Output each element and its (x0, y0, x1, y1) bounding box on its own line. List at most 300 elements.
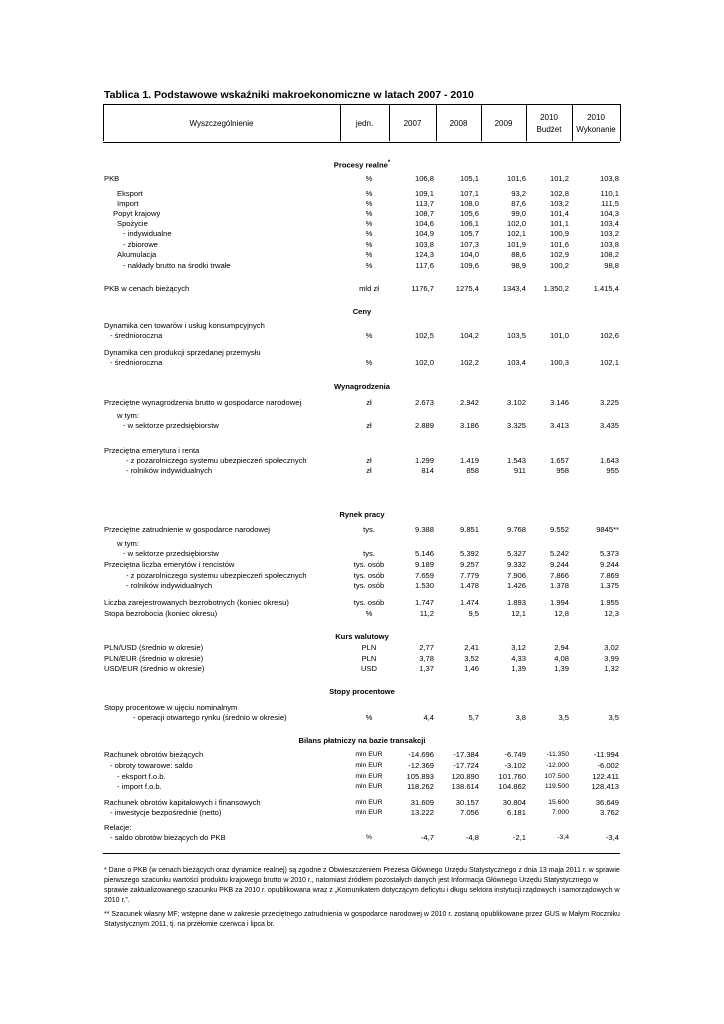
row-label: Akumulacja (117, 250, 157, 259)
row-label: Stopy procentowe w ujęciu nominalnym (104, 703, 238, 712)
row-value: 106,8 (414, 174, 434, 183)
row-value: 117,6 (415, 261, 434, 270)
row-value: 102,9 (549, 250, 569, 259)
table-row (0, 750, 724, 760)
row-value: 110,1 (600, 189, 619, 198)
table-row (0, 539, 724, 549)
row-value: 105,6 (459, 209, 479, 218)
row-unit: % (365, 229, 373, 238)
row-label: - import f.o.b. (117, 782, 162, 791)
section-heading (0, 632, 724, 642)
row-value: 1.419 (459, 456, 479, 465)
row-value: 1343,4 (502, 284, 526, 293)
table-row (0, 549, 724, 559)
table-row (0, 782, 724, 792)
row-value: 101,1 (549, 219, 569, 228)
row-value: 105,7 (459, 229, 479, 238)
row-value: -17.724 (453, 761, 479, 770)
row-unit: % (365, 240, 373, 249)
row-unit: mln EUR (355, 783, 383, 790)
row-value: 103,2 (599, 229, 619, 238)
row-unit: mln EUR (355, 751, 383, 758)
section-title: Procesy realne (333, 160, 388, 170)
row-label: Przeciętne wynagrodzenia brutto w gospodarce narodowej (104, 398, 302, 407)
row-value: 30.157 (455, 798, 479, 807)
row-label: PKB w cenach bieżących (104, 284, 190, 293)
row-label: - zbiorowe (123, 240, 159, 249)
row-label: w tym: (117, 411, 139, 420)
row-label: - saldo obrotów bieżących do PKB (110, 833, 226, 842)
row-value: 103,5 (506, 331, 526, 340)
row-value: -14.696 (408, 750, 434, 759)
table-row (0, 808, 724, 818)
row-value: 124,3 (414, 250, 434, 259)
row-value: 107,1 (459, 189, 479, 198)
row-unit: tys. osób (353, 560, 385, 569)
table-row (0, 598, 724, 608)
section-title: Stopy procentowe (329, 687, 395, 696)
row-value: 9.851 (459, 525, 479, 534)
row-unit: % (365, 609, 373, 618)
row-value: 36.649 (595, 798, 619, 807)
row-value: 103,2 (549, 199, 569, 208)
row-unit: zł (366, 421, 372, 430)
row-value: 1.474 (459, 598, 479, 607)
row-unit: tys. (363, 525, 375, 534)
row-label: - średnioroczna (110, 358, 163, 367)
row-label: Popyt krajowy (113, 209, 161, 218)
header-2007: 2007 (403, 119, 422, 128)
row-value: -4,8 (465, 833, 479, 842)
row-value: 5.373 (599, 549, 619, 558)
row-value: 4,08 (554, 654, 569, 663)
row-value: 1,37 (419, 664, 434, 673)
row-value: 3.413 (549, 421, 569, 430)
section-title: Rynek pracy (339, 510, 385, 519)
row-value: 88,6 (511, 250, 526, 259)
table-row (0, 348, 724, 358)
row-value: 12,8 (554, 609, 569, 618)
row-value: 1.543 (506, 456, 526, 465)
row-value: 2,94 (554, 643, 569, 652)
section-heading (0, 687, 724, 697)
row-label: Przeciętna liczba emerytów i rencistów (104, 560, 235, 569)
table-row (0, 560, 724, 570)
row-label: - nakłady brutto na środki trwałe (123, 261, 231, 270)
row-label: Przeciętne zatrudnienie w gospodarce narodowej (104, 525, 270, 534)
row-value: 101,4 (549, 209, 569, 218)
row-value: 1.994 (549, 598, 569, 607)
row-unit: tys. osób (353, 581, 385, 590)
row-value: 104,6 (414, 219, 434, 228)
row-value: 102,2 (459, 358, 479, 367)
row-value: 3.435 (599, 421, 619, 430)
table-row (0, 833, 724, 843)
row-value: 100,2 (549, 261, 569, 270)
row-value: 1176,7 (411, 284, 434, 293)
row-unit: % (365, 209, 373, 218)
row-value: -6.749 (504, 750, 526, 759)
row-value: 104.862 (498, 782, 526, 791)
table-row (0, 823, 724, 833)
row-value: 1.747 (414, 598, 434, 607)
row-value: 103,4 (599, 219, 619, 228)
table-row (0, 643, 724, 653)
row-unit: zł (366, 456, 372, 465)
row-unit: % (365, 261, 373, 270)
header-2010-execution: Wykonanie (576, 125, 616, 134)
table-row (0, 581, 724, 591)
row-label: - z pozarolniczego systemu ubezpieczeń społecznych (126, 456, 307, 465)
row-value: 12,3 (604, 609, 619, 618)
row-value: 101,2 (549, 174, 569, 183)
header-divider (620, 104, 621, 141)
row-value: 1,32 (604, 664, 619, 673)
section-title: Bilans płatniczy na bazie transakcji (298, 736, 426, 745)
row-label: USD/EUR (średnio w okresie) (104, 664, 205, 673)
row-value: 103,8 (599, 174, 619, 183)
row-label: Eksport (117, 189, 143, 198)
header-2010-budget: Budżet (536, 125, 562, 134)
row-value: 15.600 (548, 799, 569, 806)
table-row (0, 331, 724, 341)
row-value: 11,2 (419, 609, 434, 618)
row-value: 1.530 (414, 581, 434, 590)
section-heading (0, 382, 724, 392)
row-value: 30.804 (502, 798, 526, 807)
row-value: -12.369 (408, 761, 434, 770)
row-label: - eksport f.o.b. (117, 772, 166, 781)
row-value: 113,7 (415, 199, 434, 208)
row-value: -11.994 (593, 750, 619, 759)
table-row (0, 609, 724, 619)
row-value: 9.332 (506, 560, 526, 569)
row-unit: PLN (361, 643, 377, 652)
row-value: 1,39 (554, 664, 569, 673)
row-label: Rachunek obrotów bieżących (104, 750, 204, 759)
table-row (0, 466, 724, 476)
row-value: 9.768 (506, 525, 526, 534)
header-unit: jedn. (355, 119, 374, 128)
row-value: 106,1 (459, 219, 479, 228)
table-row (0, 321, 724, 331)
footnote-marker: * (387, 160, 391, 166)
row-value: 9.388 (414, 525, 434, 534)
row-value: 108,2 (599, 250, 619, 259)
table-row (0, 664, 724, 674)
table-row (0, 261, 724, 271)
row-value: 3,78 (419, 654, 434, 663)
row-value: 3.762 (599, 808, 619, 817)
row-value: 1.350,2 (543, 284, 569, 293)
row-unit: % (365, 358, 373, 367)
row-value: 3,5 (608, 713, 619, 722)
row-value: 12,1 (511, 609, 526, 618)
row-value: 138.614 (451, 782, 479, 791)
section-title: Wynagrodzenia (334, 382, 390, 391)
row-value: 9.189 (414, 560, 434, 569)
row-value: 100,3 (549, 358, 569, 367)
row-value: 7.056 (459, 808, 479, 817)
row-value: -3,4 (557, 834, 569, 841)
row-label: Import (117, 199, 139, 208)
row-unit: tys. (363, 549, 375, 558)
table-row (0, 219, 724, 229)
row-value: 9.244 (599, 560, 619, 569)
table-row (0, 446, 724, 456)
row-label: Relacje: (104, 823, 132, 832)
row-unit: % (365, 250, 373, 259)
row-value: 2,41 (464, 643, 479, 652)
row-value: -3.102 (504, 761, 526, 770)
row-value: 101,9 (506, 240, 526, 249)
row-label: - indywidualne (123, 229, 172, 238)
row-label: - rolników indywidualnych (126, 581, 213, 590)
row-value: 1,39 (511, 664, 526, 673)
row-value: 128.413 (591, 782, 619, 791)
row-label: PLN/EUR (średnio w okresie) (104, 654, 204, 663)
row-value: 102,6 (599, 331, 619, 340)
table-row (0, 250, 724, 260)
row-value: 2,77 (419, 643, 434, 652)
row-label: - średnioroczna (110, 331, 163, 340)
row-value: 3,8 (515, 713, 526, 722)
row-value: 955 (606, 466, 619, 475)
table-row (0, 411, 724, 421)
row-value: 108,0 (459, 199, 479, 208)
row-unit: mld zł (359, 284, 379, 293)
row-value: 3.225 (599, 398, 619, 407)
row-label: w tym: (117, 539, 139, 548)
row-value: 1.415,4 (593, 284, 619, 293)
row-value: 1.299 (414, 456, 434, 465)
row-value: 108,7 (414, 209, 434, 218)
row-value: 3.102 (506, 398, 526, 407)
row-value: 9.244 (549, 560, 569, 569)
row-value: 3.146 (549, 398, 569, 407)
row-value: 105,1 (459, 174, 479, 183)
row-label: PLN/USD (średnio w okresie) (104, 643, 204, 652)
row-value: -4,7 (420, 833, 434, 842)
section-title: Kurs walutowy (335, 632, 389, 641)
row-unit: % (365, 219, 373, 228)
row-value: 7.906 (506, 571, 526, 580)
table-row (0, 798, 724, 808)
row-unit: tys. osób (353, 571, 385, 580)
row-value: 93,2 (511, 189, 526, 198)
header-description: Wyszczególnienie (189, 119, 254, 128)
row-unit: % (365, 713, 373, 722)
row-value: 5.242 (549, 549, 569, 558)
table-row (0, 456, 724, 466)
table-row (0, 772, 724, 782)
row-value: -2,1 (512, 833, 526, 842)
table-row (0, 703, 724, 713)
row-unit: tys. osób (353, 598, 385, 607)
row-unit: mln EUR (355, 773, 383, 780)
row-value: 1.426 (506, 581, 526, 590)
row-unit: USD (360, 664, 378, 673)
row-value: 100,9 (549, 229, 569, 238)
row-value: 107,3 (459, 240, 479, 249)
header-2010-budget-year: 2010 (540, 113, 558, 122)
row-value: 104,0 (459, 250, 479, 259)
row-value: 103,4 (506, 358, 526, 367)
row-value: -3,4 (605, 833, 619, 842)
row-value: 2.889 (414, 421, 434, 430)
row-value: 101.760 (498, 772, 526, 781)
row-value: 9.257 (459, 560, 479, 569)
table-row (0, 571, 724, 581)
row-value: 5.327 (506, 549, 526, 558)
row-unit: % (365, 199, 373, 208)
row-label: PKB (104, 174, 120, 183)
row-value: 7.000 (551, 809, 569, 816)
row-value: 101,6 (549, 240, 569, 249)
row-value: 958 (556, 466, 569, 475)
row-value: 119.500 (544, 783, 569, 790)
row-value: 1275,4 (455, 284, 479, 293)
row-value: 102,1 (599, 358, 619, 367)
row-value: 1.657 (549, 456, 569, 465)
row-value: 9845** (596, 525, 619, 534)
row-label: Spożycie (117, 219, 148, 228)
table-row (0, 189, 724, 199)
row-value: 104,2 (459, 331, 479, 340)
table-row (0, 654, 724, 664)
row-value: 101,0 (549, 331, 569, 340)
row-label: Dynamika cen produkcji sprzedanej przemysłu (104, 348, 261, 357)
row-value: 31.609 (410, 798, 434, 807)
row-value: 3,5 (558, 713, 569, 722)
row-value: 4,33 (511, 654, 526, 663)
row-value: 120.890 (451, 772, 479, 781)
row-value: 102,0 (506, 219, 526, 228)
table-row (0, 421, 724, 431)
section-heading (0, 736, 724, 746)
row-value: 103,8 (414, 240, 434, 249)
row-value: 3,12 (511, 643, 526, 652)
row-value: 98,9 (511, 261, 526, 270)
footnote-2: ** Szacunek własny MF; wstępne dane w zakresie przeciętnego zatrudnienia w gospodarce narodowej w 2010 r. zostaną opublikowane przez GUS w Małym Roczniku Statystycznym 2011, tj. na przełomie czerwca i lipca br. (104, 911, 620, 928)
table-row (0, 209, 724, 219)
row-label: - operacji otwartego rynku (średnio w okresie) (133, 713, 287, 722)
row-label: - obroty towarowe: saldo (110, 761, 193, 770)
row-value: 3,52 (464, 654, 479, 663)
row-value: 118.262 (407, 782, 434, 791)
table-row (0, 240, 724, 250)
footnote-1: * Dane o PKB (w cenach bieżących oraz dynamice realnej) są zgodne z Obwieszczeniem Prezesa Głównego Urzędu Statystycznego z dnia 13 maja 2011 r. w sprawie pierwszego szacunku wartości produktu krajowego brutto w 2010 r., natomiast źródłem pozostałych danych jest Informacja Głównego Urzędu Statystycznego w sprawie zaktualizowanego szacunku PKB za 2010 r. opublikowana wraz z „Komunikatem dotyczącym deficytu i długu sektora instytucji rządowych i samorządowych w 2010 r.”. (104, 867, 620, 904)
row-value: 9.552 (549, 525, 569, 534)
row-value: 122.411 (592, 772, 619, 781)
row-value: 102,5 (414, 331, 434, 340)
row-value: 111,5 (601, 199, 619, 208)
row-value: 1.478 (459, 581, 479, 590)
row-label: Stopa bezrobocia (koniec okresu) (104, 609, 218, 618)
row-value: 13.222 (410, 808, 434, 817)
row-value: 1,46 (464, 664, 479, 673)
row-label: Rachunek obrotów kapitałowych i finansowych (104, 798, 261, 807)
row-label: Liczba zarejestrowanych bezrobotnych (koniec okresu) (104, 598, 289, 607)
row-value: 3,99 (604, 654, 619, 663)
row-value: 105.893 (406, 772, 434, 781)
row-label: - w sektorze przedsiębiorstw (123, 421, 219, 430)
row-unit: % (365, 189, 373, 198)
row-value: 3,02 (604, 643, 619, 652)
row-unit: mln EUR (355, 809, 383, 816)
row-value: -17.384 (453, 750, 479, 759)
row-value: 109,6 (459, 261, 479, 270)
row-value: 4,4 (423, 713, 434, 722)
row-label: Dynamika cen towarów i usług konsumpcyjnych (104, 321, 265, 330)
row-label: - rolników indywidualnych (126, 466, 213, 475)
section-heading (0, 510, 724, 520)
row-value: 99,0 (511, 209, 526, 218)
row-value: 101,6 (506, 174, 526, 183)
row-unit: mln EUR (355, 799, 383, 806)
row-value: 107.500 (544, 773, 569, 780)
row-unit: % (365, 174, 373, 183)
section-heading (0, 158, 724, 168)
row-value: 814 (421, 466, 434, 475)
section-heading (0, 307, 724, 317)
row-value: -6.002 (597, 761, 619, 770)
row-value: 104,3 (599, 209, 619, 218)
header-2009: 2009 (494, 119, 513, 128)
table-row (0, 284, 724, 294)
row-value: 104,9 (414, 229, 434, 238)
row-value: 858 (466, 466, 479, 475)
row-value: 5.146 (414, 549, 434, 558)
row-value: 7.659 (414, 571, 434, 580)
table-row (0, 229, 724, 239)
row-value: 1.643 (599, 456, 619, 465)
row-label: - inwestycje bezpośrednie (netto) (110, 808, 222, 817)
row-unit: % (365, 834, 373, 841)
row-value: 7.866 (549, 571, 569, 580)
row-value: 109,1 (414, 189, 434, 198)
row-unit: PLN (361, 654, 377, 663)
row-unit: mln EUR (355, 762, 383, 769)
row-value: 1.955 (599, 598, 619, 607)
table-row (0, 761, 724, 771)
row-label: Przeciętna emerytura i renta (104, 446, 200, 455)
row-value: 7.869 (599, 571, 619, 580)
row-value: 3.186 (459, 421, 479, 430)
table-bottom-rule (103, 853, 620, 854)
header-2008: 2008 (449, 119, 468, 128)
table-row (0, 398, 724, 408)
row-value: -12.000 (545, 762, 569, 769)
row-value: 1.378 (549, 581, 569, 590)
section-title-wrap (0, 158, 724, 171)
table-title: Tablica 1. Podstawowe wskaźniki makroekonomiczne w latach 2007 - 2010 (104, 89, 474, 101)
row-value: 911 (513, 466, 526, 475)
row-value: 98,8 (604, 261, 619, 270)
row-unit: zł (366, 398, 372, 407)
row-value: 6.181 (506, 808, 526, 817)
row-value: -11.350 (546, 751, 569, 758)
row-value: 5.392 (459, 549, 479, 558)
row-value: 103,8 (599, 240, 619, 249)
row-value: 1.893 (506, 598, 526, 607)
section-title: Ceny (352, 307, 372, 316)
row-label: - w sektorze przedsiębiorstw (123, 549, 219, 558)
header-2010-execution-year: 2010 (587, 113, 605, 122)
row-label: - z pozarolniczego systemu ubezpieczeń społecznych (126, 571, 307, 580)
row-value: 102,0 (414, 358, 434, 367)
row-value: 2.673 (414, 398, 434, 407)
